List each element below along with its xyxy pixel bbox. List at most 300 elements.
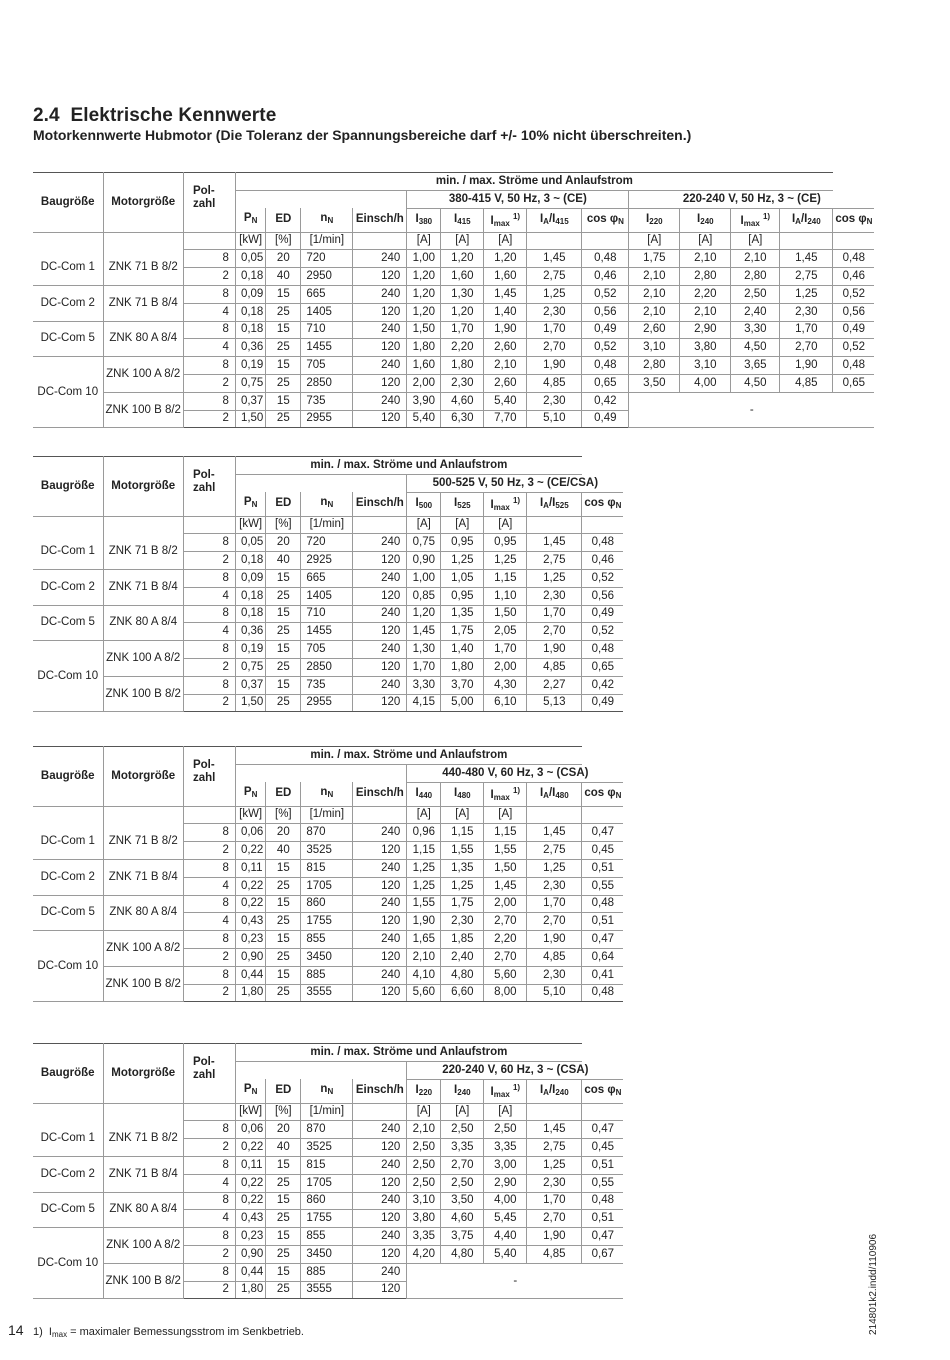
ed-cell: 25 <box>266 339 301 357</box>
in2-cell: 1,35 <box>441 605 484 623</box>
einsch-cell: 240 <box>353 569 407 587</box>
imax-cell: 2,05 <box>484 623 527 641</box>
ed-cell: 15 <box>266 285 301 303</box>
header-voltage-2: 220-240 V, 50 Hz, 3 ~ (CE) <box>629 190 875 208</box>
ed-cell: 20 <box>266 1121 301 1139</box>
ratio-cell: 2,30 <box>527 392 582 410</box>
imax-cell-b: 4,50 <box>731 374 780 392</box>
cos-cell: 0,56 <box>582 303 629 321</box>
pn-cell: 0,22 <box>235 1139 265 1157</box>
header-in-2: $I_{415}$ <box>454 212 471 226</box>
einsch-cell: 240 <box>353 641 407 659</box>
in2-cell: 3,50 <box>441 1192 484 1210</box>
imax-cell: 1,20 <box>484 250 527 268</box>
ratio-cell: 4,85 <box>527 948 582 966</box>
footnote-marker: 1) <box>33 1326 43 1338</box>
motorgroesse-cell: ZNK 100 A 8/2 <box>103 931 183 967</box>
imax-cell: 2,60 <box>484 374 527 392</box>
imax-cell: 1,50 <box>484 605 527 623</box>
in1-cell: 3,35 <box>407 1228 441 1246</box>
in1-cell: 1,20 <box>407 303 441 321</box>
table-row <box>33 1228 623 1246</box>
motorgroesse-cell: ZNK 100 A 8/2 <box>103 641 183 677</box>
motorgroesse-cell: ZNK 80 A 8/4 <box>103 605 183 641</box>
in2-cell-b: 2,20 <box>680 285 731 303</box>
unit-a: [A] <box>484 232 527 250</box>
in2-cell: 1,15 <box>441 824 484 842</box>
pol-cell: 2 <box>183 268 235 286</box>
cos-cell-b: 0,56 <box>833 303 875 321</box>
cos-cell: 0,47 <box>582 1121 624 1139</box>
imax-cell: 1,45 <box>484 877 527 895</box>
in1-cell: 2,50 <box>407 1174 441 1192</box>
einsch-cell: 240 <box>353 824 407 842</box>
pol-cell: 8 <box>183 392 235 410</box>
section-number: 2.4 <box>33 105 60 126</box>
imax-cell: 1,10 <box>484 587 527 605</box>
header-voltage: 440-480 V, 60 Hz, 3 ~ (CSA) <box>407 764 624 782</box>
in1-cell-b: 2,60 <box>629 321 680 339</box>
cos-cell: 0,48 <box>582 534 624 552</box>
header-baugroesse: Baugröße <box>33 747 103 807</box>
nn-cell: 1455 <box>301 339 353 357</box>
nn-cell: 665 <box>301 285 353 303</box>
cos-cell-b: 0,49 <box>833 321 875 339</box>
header-stroeme: min. / max. Ströme und Anlaufstrom <box>235 747 581 765</box>
ed-cell: 15 <box>266 859 301 877</box>
unit-rpm: [1/min] <box>301 232 353 250</box>
pn-cell: 0,43 <box>235 913 265 931</box>
cos-cell: 0,65 <box>582 374 629 392</box>
in2-cell: 1,20 <box>441 303 484 321</box>
imax-cell: 1,15 <box>484 569 527 587</box>
table-row <box>33 966 623 984</box>
cos-cell: 0,42 <box>582 676 624 694</box>
table-row <box>33 534 623 552</box>
in2-cell: 1,55 <box>441 842 484 860</box>
header-stroeme: min. / max. Ströme und Anlaufstrom <box>235 173 832 191</box>
header-in-2: $I_{240}$ <box>454 1083 471 1097</box>
table-row <box>33 605 623 623</box>
pol-cell: 8 <box>183 1228 235 1246</box>
pol-cell: 4 <box>183 303 235 321</box>
in2-cell: 1,80 <box>441 658 484 676</box>
pn-cell: 0,75 <box>235 374 265 392</box>
nn-cell: 710 <box>301 605 353 623</box>
motorgroesse-cell: ZNK 100 B 8/2 <box>103 1263 183 1299</box>
header-ratio-b: $I_A/I_{240}$ <box>791 212 821 226</box>
in2-cell-b: 3,80 <box>680 339 731 357</box>
imax-cell: 7,70 <box>484 410 527 428</box>
header-ed: ED <box>266 492 301 516</box>
einsch-cell: 120 <box>353 1174 407 1192</box>
ratio-cell: 1,45 <box>527 824 582 842</box>
pn-cell: 0,18 <box>235 552 265 570</box>
baugroesse-cell: DC-Com 10 <box>33 641 103 712</box>
table-row <box>33 1263 623 1281</box>
header-ed: ED <box>266 782 301 806</box>
nn-cell: 855 <box>301 1228 353 1246</box>
pn-cell: 0,90 <box>235 948 265 966</box>
pol-cell: 2 <box>183 842 235 860</box>
in1-cell: 2,50 <box>407 1139 441 1157</box>
unit-a: [A] <box>441 806 484 824</box>
ed-cell: 15 <box>266 392 301 410</box>
imax-cell: 4,00 <box>484 1192 527 1210</box>
header-voltage: 380-415 V, 50 Hz, 3 ~ (CE) <box>407 190 629 208</box>
nn-cell: 705 <box>301 641 353 659</box>
cos-cell: 0,56 <box>582 587 624 605</box>
cos-cell: 0,45 <box>582 1139 624 1157</box>
einsch-cell: 240 <box>353 357 407 375</box>
in2-cell-b: 4,00 <box>680 374 731 392</box>
section-heading <box>33 105 276 127</box>
cos-cell: 0,48 <box>582 1192 624 1210</box>
page-number: 14 <box>8 1322 24 1338</box>
imax-cell: 2,70 <box>484 948 527 966</box>
in1-cell: 1,00 <box>407 250 441 268</box>
cos-cell-b: 0,48 <box>833 357 875 375</box>
pol-cell: 4 <box>183 877 235 895</box>
baugroesse-cell: DC-Com 2 <box>33 569 103 605</box>
cos-cell-b: 0,46 <box>833 268 875 286</box>
in2-cell: 1,40 <box>441 641 484 659</box>
header-motorgroesse: Motorgröße <box>103 747 183 807</box>
in1-cell-b: 2,10 <box>629 303 680 321</box>
einsch-cell: 120 <box>353 842 407 860</box>
footnote-symbol: I <box>48 1326 52 1338</box>
ratio-cell: 2,30 <box>527 587 582 605</box>
header-imax: $I_{max}$ $^{1)}$ <box>484 782 527 806</box>
motorgroesse-cell: ZNK 100 A 8/2 <box>103 357 183 393</box>
imax-cell-b: 3,30 <box>731 321 780 339</box>
footnote-symbol-sub: max <box>51 1330 68 1339</box>
in1-cell: 1,30 <box>407 641 441 659</box>
einsch-cell: 240 <box>353 859 407 877</box>
pol-cell: 2 <box>183 552 235 570</box>
ratio-cell: 1,70 <box>527 895 582 913</box>
cos-cell: 0,46 <box>582 552 624 570</box>
pol-cell: 8 <box>183 1192 235 1210</box>
header-imax-b: $I_{max}$ $^{1)}$ <box>731 208 780 232</box>
in1-cell: 0,75 <box>407 534 441 552</box>
in2-cell: 1,75 <box>441 623 484 641</box>
header-in-1: $I_{500}$ <box>415 496 433 510</box>
unit-pct: [%] <box>266 232 301 250</box>
ratio-cell: 4,85 <box>527 374 582 392</box>
in1-cell: 2,50 <box>407 1156 441 1174</box>
cos-cell: 0,42 <box>582 392 629 410</box>
in2-cell: 2,30 <box>441 374 484 392</box>
nn-cell: 665 <box>301 569 353 587</box>
nn-cell: 3450 <box>301 1245 353 1263</box>
motorgroesse-cell: ZNK 100 B 8/2 <box>103 676 183 712</box>
in1-cell: 2,10 <box>407 948 441 966</box>
baugroesse-cell: DC-Com 1 <box>33 1121 103 1157</box>
imax-cell: 2,60 <box>484 339 527 357</box>
pn-cell: 0,22 <box>235 877 265 895</box>
nn-cell: 860 <box>301 1192 353 1210</box>
pol-cell: 8 <box>183 357 235 375</box>
ratio-cell: 1,45 <box>527 534 582 552</box>
einsch-cell: 240 <box>353 605 407 623</box>
einsch-cell: 240 <box>353 1263 407 1281</box>
ed-cell: 25 <box>266 948 301 966</box>
ratio-cell-b: 2,70 <box>780 339 833 357</box>
pn-cell: 1,50 <box>235 410 265 428</box>
ratio-cell: 1,90 <box>527 357 582 375</box>
ed-cell: 15 <box>266 641 301 659</box>
header-cos: $\cos \varphi_N$ <box>582 492 624 516</box>
in1-cell-b: 2,10 <box>629 285 680 303</box>
imax-cell: 1,55 <box>484 842 527 860</box>
ed-cell: 25 <box>266 694 301 712</box>
header-motorgroesse: Motorgröße <box>103 457 183 517</box>
pol-cell: 8 <box>183 285 235 303</box>
pol-cell: 8 <box>183 250 235 268</box>
in1-cell: 3,30 <box>407 676 441 694</box>
einsch-cell: 240 <box>353 534 407 552</box>
in2-cell: 3,75 <box>441 1228 484 1246</box>
ratio-cell: 2,70 <box>527 1210 582 1228</box>
pol-cell: 8 <box>183 534 235 552</box>
document-code <box>868 1235 890 1335</box>
einsch-cell: 120 <box>353 1139 407 1157</box>
cos-cell: 0,52 <box>582 623 624 641</box>
unit-kw: [kW] <box>235 1103 265 1121</box>
in2-cell: 2,50 <box>441 1121 484 1139</box>
header-in-1b: $I_{220}$ <box>646 212 663 226</box>
header-nn: $n_N$ <box>301 782 353 806</box>
einsch-cell: 240 <box>353 1192 407 1210</box>
pol-cell: 2 <box>183 984 235 1002</box>
unit-a: [A] <box>441 1103 484 1121</box>
pol-cell: 4 <box>183 623 235 641</box>
einsch-cell: 120 <box>353 552 407 570</box>
pn-cell: 0,06 <box>235 1121 265 1139</box>
imax-cell-b: 4,50 <box>731 339 780 357</box>
ed-cell: 40 <box>266 1139 301 1157</box>
unit-kw: [kW] <box>235 516 265 534</box>
ed-cell: 25 <box>266 913 301 931</box>
in2-cell: 1,35 <box>441 859 484 877</box>
cos-cell: 0,67 <box>582 1245 624 1263</box>
baugroesse-cell: DC-Com 5 <box>33 321 103 357</box>
header-einsch: Einsch/h <box>353 208 407 232</box>
cos-cell: 0,52 <box>582 569 624 587</box>
imax-cell: 2,10 <box>484 357 527 375</box>
in2-cell: 3,35 <box>441 1139 484 1157</box>
in2-cell-b: 2,10 <box>680 250 731 268</box>
unit-rpm: [1/min] <box>301 1103 353 1121</box>
pn-cell: 0,22 <box>235 1192 265 1210</box>
in1-cell-b: 2,80 <box>629 357 680 375</box>
pol-cell: 8 <box>183 824 235 842</box>
nn-cell: 860 <box>301 895 353 913</box>
unit-a: [A] <box>680 232 731 250</box>
imax-cell: 5,45 <box>484 1210 527 1228</box>
table-row <box>33 285 874 303</box>
einsch-cell: 120 <box>353 694 407 712</box>
pol-cell: 8 <box>183 859 235 877</box>
pol-cell: 4 <box>183 1210 235 1228</box>
in1-cell: 0,90 <box>407 552 441 570</box>
baugroesse-cell: DC-Com 2 <box>33 1156 103 1192</box>
in1-cell: 1,20 <box>407 605 441 623</box>
imax-cell: 0,95 <box>484 534 527 552</box>
einsch-cell: 120 <box>353 623 407 641</box>
footnote-text: = maximaler Bemessungsstrom im Senkbetrieb. <box>67 1326 304 1338</box>
ratio-cell: 2,75 <box>527 552 582 570</box>
in2-cell-b: 2,80 <box>680 268 731 286</box>
empty-range: - <box>629 392 875 428</box>
ed-cell: 20 <box>266 534 301 552</box>
ed-cell: 15 <box>266 321 301 339</box>
in1-cell-b: 3,10 <box>629 339 680 357</box>
header-imax: $I_{max}$ $^{1)}$ <box>484 208 527 232</box>
ratio-cell-b: 2,30 <box>780 303 833 321</box>
ed-cell: 25 <box>266 984 301 1002</box>
in2-cell: 3,70 <box>441 676 484 694</box>
einsch-cell: 240 <box>353 250 407 268</box>
ed-cell: 25 <box>266 623 301 641</box>
pol-cell: 8 <box>183 641 235 659</box>
header-in-2b: $I_{240}$ <box>697 212 714 226</box>
imax-cell: 1,70 <box>484 641 527 659</box>
imax-cell: 1,50 <box>484 859 527 877</box>
table-row <box>33 250 874 268</box>
cos-cell: 0,47 <box>582 824 624 842</box>
imax-cell: 2,00 <box>484 895 527 913</box>
einsch-cell: 120 <box>353 268 407 286</box>
in1-cell: 1,15 <box>407 842 441 860</box>
pol-cell: 8 <box>183 676 235 694</box>
nn-cell: 2850 <box>301 658 353 676</box>
ratio-cell: 2,75 <box>527 268 582 286</box>
unit-kw: [kW] <box>235 806 265 824</box>
einsch-cell: 120 <box>353 913 407 931</box>
ratio-cell: 1,90 <box>527 1228 582 1246</box>
ed-cell: 40 <box>266 552 301 570</box>
ratio-cell-b: 4,85 <box>780 374 833 392</box>
header-pn: $P_N$ <box>235 492 265 516</box>
pn-cell: 0,75 <box>235 658 265 676</box>
pn-cell: 0,22 <box>235 895 265 913</box>
header-ratio: $I_A/I_{240}$ <box>539 1083 569 1097</box>
einsch-cell: 120 <box>353 877 407 895</box>
header-cos: $\cos \varphi_N$ <box>582 1079 624 1103</box>
in1-cell: 1,25 <box>407 859 441 877</box>
einsch-cell: 240 <box>353 676 407 694</box>
baugroesse-cell: DC-Com 2 <box>33 285 103 321</box>
imax-cell-b: 3,65 <box>731 357 780 375</box>
ed-cell: 15 <box>266 569 301 587</box>
in2-cell-b: 2,90 <box>680 321 731 339</box>
pn-cell: 1,80 <box>235 1281 265 1299</box>
cos-cell: 0,41 <box>582 966 624 984</box>
header-in-2: $I_{480}$ <box>454 786 471 800</box>
nn-cell: 870 <box>301 1121 353 1139</box>
in1-cell: 0,85 <box>407 587 441 605</box>
in1-cell: 1,50 <box>407 321 441 339</box>
pn-cell: 0,22 <box>235 1174 265 1192</box>
einsch-cell: 120 <box>353 303 407 321</box>
cos-cell: 0,49 <box>582 694 624 712</box>
ratio-cell: 4,85 <box>527 1245 582 1263</box>
pol-cell: 2 <box>183 658 235 676</box>
pol-cell: 2 <box>183 1245 235 1263</box>
in1-cell: 1,00 <box>407 569 441 587</box>
header-einsch: Einsch/h <box>353 782 407 806</box>
header-stroeme: min. / max. Ströme und Anlaufstrom <box>235 1044 581 1062</box>
motorgroesse-cell: ZNK 71 B 8/4 <box>103 285 183 321</box>
nn-cell: 3555 <box>301 984 353 1002</box>
pn-cell: 0,06 <box>235 824 265 842</box>
cos-cell-b: 0,52 <box>833 285 875 303</box>
pn-cell: 0,05 <box>235 534 265 552</box>
ed-cell: 25 <box>266 1245 301 1263</box>
table-row <box>33 1156 623 1174</box>
unit-a: [A] <box>407 232 441 250</box>
ed-cell: 25 <box>266 410 301 428</box>
pn-cell: 0,18 <box>235 268 265 286</box>
pn-cell: 0,23 <box>235 1228 265 1246</box>
header-einsch: Einsch/h <box>353 492 407 516</box>
ratio-cell: 1,25 <box>527 1156 582 1174</box>
in1-cell: 1,20 <box>407 268 441 286</box>
cos-cell-b: 0,48 <box>833 250 875 268</box>
unit-pct: [%] <box>266 806 301 824</box>
in1-cell: 2,00 <box>407 374 441 392</box>
imax-cell: 4,30 <box>484 676 527 694</box>
footnote <box>33 1326 304 1339</box>
cos-cell: 0,47 <box>582 1228 624 1246</box>
ed-cell: 15 <box>266 1156 301 1174</box>
page-subtitle: Motorkennwerte Hubmotor (Die Toleranz der Spannungsbereiche darf +/- 10% nicht überschreiten.) <box>33 127 692 143</box>
nn-cell: 1405 <box>301 303 353 321</box>
imax-cell: 2,50 <box>484 1121 527 1139</box>
pol-cell: 4 <box>183 1174 235 1192</box>
ratio-cell: 2,75 <box>527 1139 582 1157</box>
ed-cell: 25 <box>266 1174 301 1192</box>
nn-cell: 885 <box>301 966 353 984</box>
imax-cell: 1,60 <box>484 268 527 286</box>
pol-cell: 4 <box>183 587 235 605</box>
motorgroesse-cell: ZNK 71 B 8/2 <box>103 1121 183 1157</box>
cos-cell: 0,55 <box>582 1174 624 1192</box>
in1-cell: 1,65 <box>407 931 441 949</box>
in1-cell: 4,10 <box>407 966 441 984</box>
nn-cell: 3525 <box>301 842 353 860</box>
pol-cell: 8 <box>183 1121 235 1139</box>
in2-cell: 1,20 <box>441 250 484 268</box>
in2-cell: 0,95 <box>441 587 484 605</box>
imax-cell: 3,00 <box>484 1156 527 1174</box>
einsch-cell: 120 <box>353 374 407 392</box>
imax-cell: 2,90 <box>484 1174 527 1192</box>
ratio-cell: 2,70 <box>527 339 582 357</box>
imax-cell: 8,00 <box>484 984 527 1002</box>
unit-rpm: [1/min] <box>301 806 353 824</box>
in1-cell: 1,70 <box>407 658 441 676</box>
in2-cell: 0,95 <box>441 534 484 552</box>
einsch-cell: 240 <box>353 321 407 339</box>
ed-cell: 20 <box>266 250 301 268</box>
cos-cell: 0,46 <box>582 268 629 286</box>
in2-cell: 2,70 <box>441 1156 484 1174</box>
pn-cell: 0,05 <box>235 250 265 268</box>
pol-cell: 8 <box>183 605 235 623</box>
